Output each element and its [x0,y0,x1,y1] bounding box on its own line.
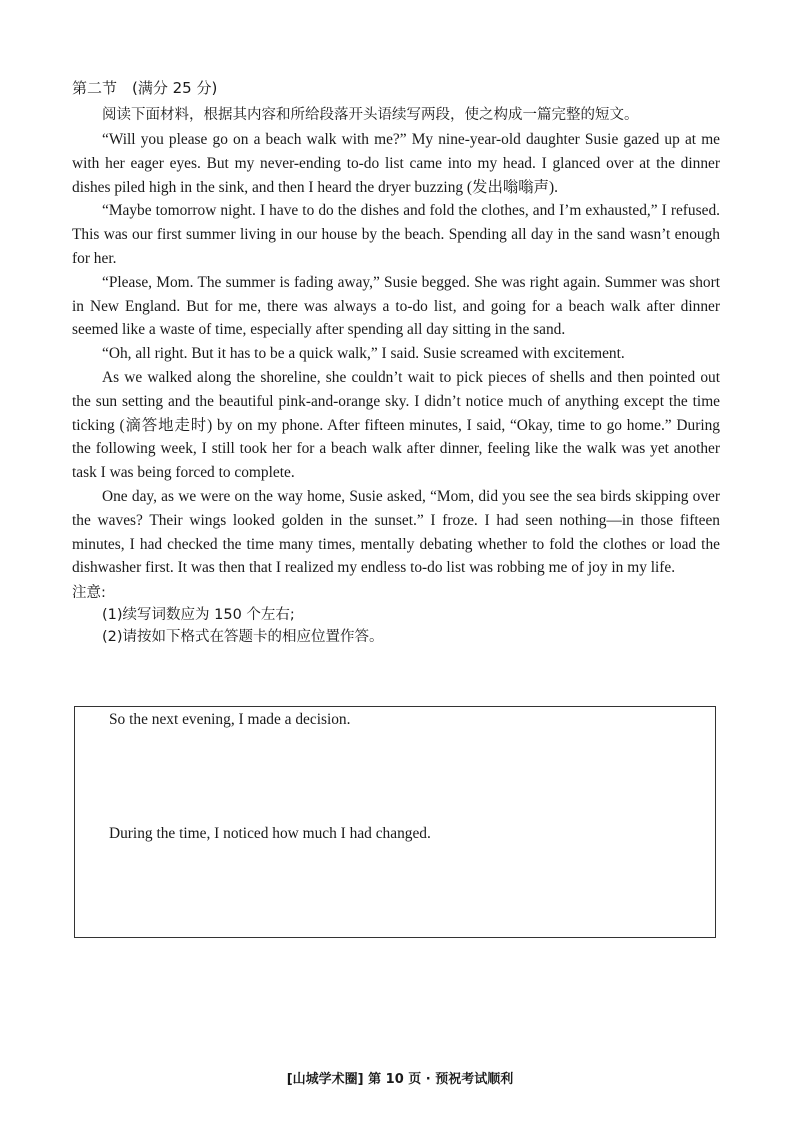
passage-paragraph-2: “Maybe tomorrow night. I have to do the dishes and fold the clothes, and I’m exhausted,” I refused. This was our first summer living in our house by the beach. Spending all day in the sand wasn’t enough for her. [72,202,720,267]
page-footer: [山城学术圈] 第 10 页 · 预祝考试顺利 [286,1072,514,1087]
reading-passage [72,128,720,580]
passage-paragraph-5: As we walked along the shoreline, she couldn’t wait to pick pieces of shells and then pointed out the sun setting and the beautiful pink-and-orange sky. I didn’t notice much of anything except the time ticking (滴答地走时) by on my phone. After fifteen minutes, I said, “Okay, time to go home.” During the following week, I still took her for a beach walk after dinner, feeling like the walk was yet another task I was being forced to complete. [72,368,720,482]
note-word-count: (1)续写词数应为 150 个左右; [102,607,295,624]
instruction: 阅读下面材料，根据其内容和所给段落开头语续写两段，使之构成一篇完整的短文。 [102,107,639,123]
notes-title: 注意: [72,585,106,602]
answer-box [74,706,716,938]
passage-paragraph-6: One day, as we were on the way home, Susie asked, “Mom, did you see the sea birds skipping over the waves? Their wings looked golden in the sunset.” I froze. I had seen nothing—in those fifteen minutes, I had checked the time many times, mentally debating whether to fold the clothes or load the dishwasher first. It was then that I realized my endless to-do list was robbing me of joy in my life. [72,487,720,577]
section-title: 第二节 (满分 25 分) [72,79,218,97]
paragraph-starter-1: So the next evening, I made a decision. [109,711,351,728]
exam-page [72,74,720,648]
passage-paragraph-3: “Please, Mom. The summer is fading away,” Susie begged. She was right again. Summer was short in New England. But for me, there was always a to-do list, and going for a beach walk after dinner seemed like a waste of time, especially after spending all day sitting in the sand. [72,273,720,339]
passage-paragraph-1: “Will you please go on a beach walk with me?” My nine-year-old daughter Susie gazed up at me with her eager eyes. But my never-ending to-do list came into my head. I glanced over at the dinner dishes piled high in the sink, and then I heard the dryer buzzing (发出嗡嗡声). [72,131,720,196]
paragraph-starter-2: During the time, I noticed how much I had changed. [109,825,431,842]
passage-paragraph-4: “Oh, all right. But it has to be a quick walk,” I said. Susie screamed with excitement. [102,345,625,363]
note-format: (2)请按如下格式在答题卡的相应位置作答。 [102,629,384,646]
